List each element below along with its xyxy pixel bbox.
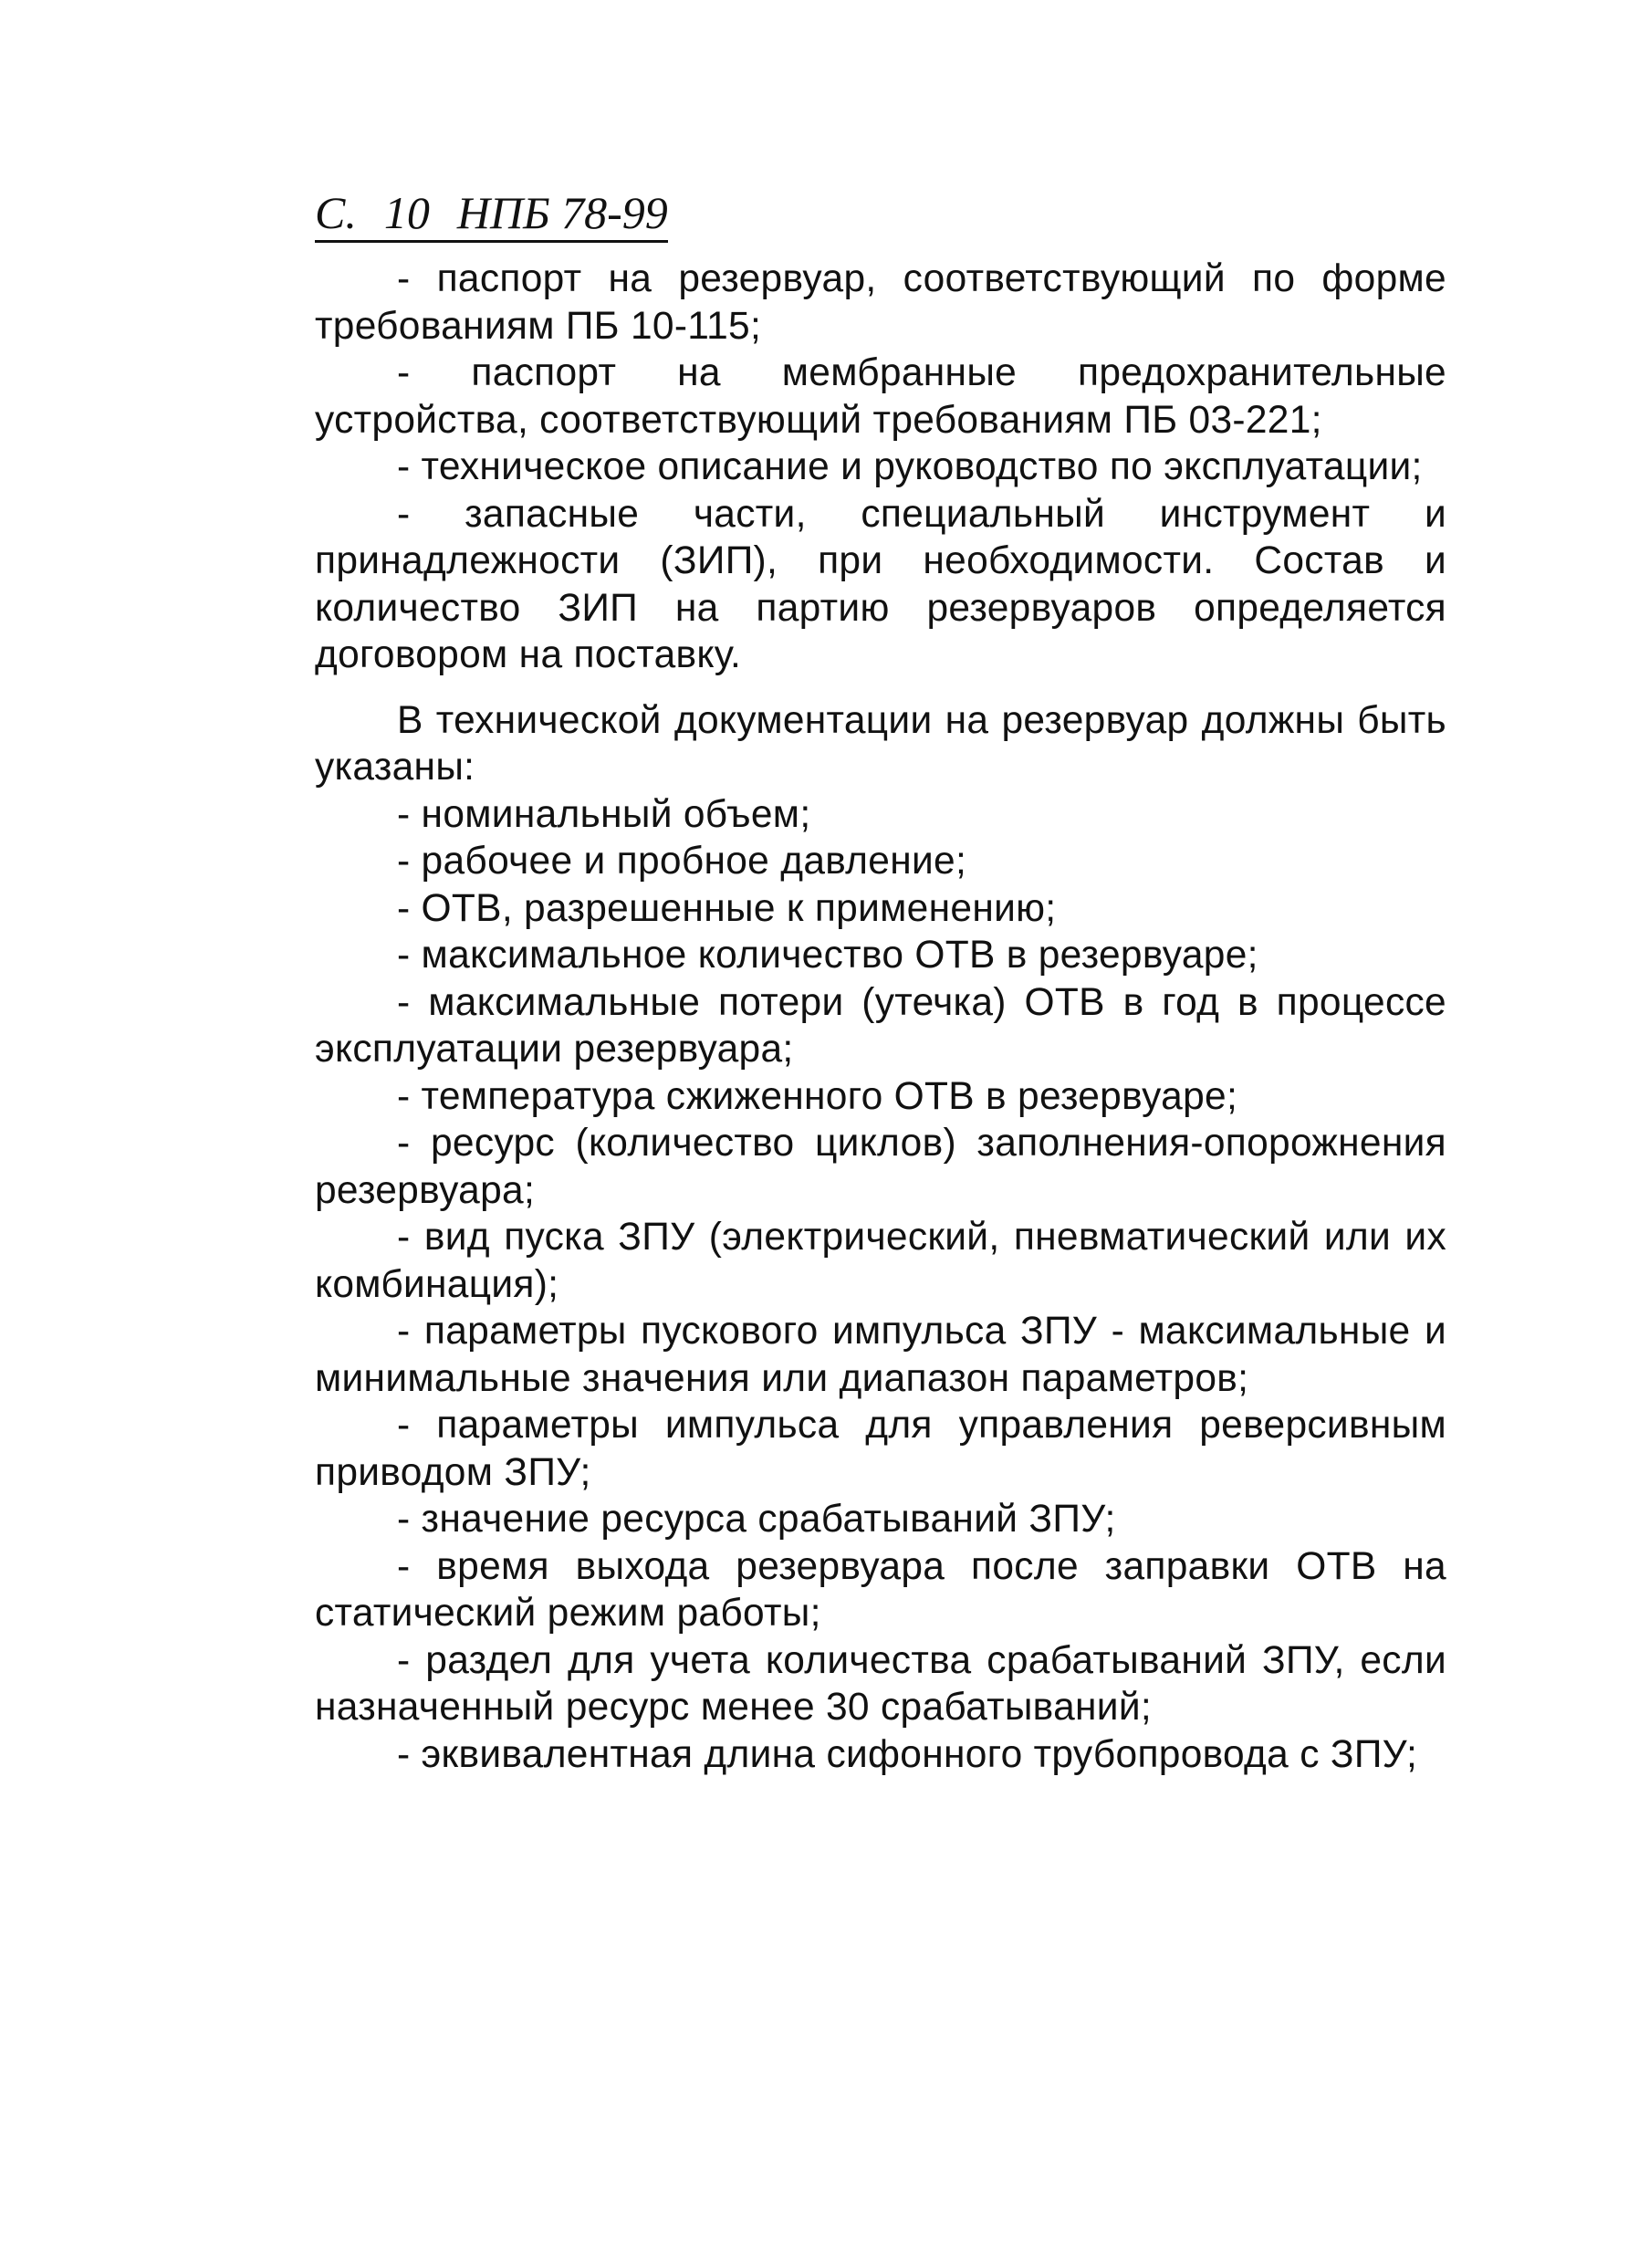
document-code: НПБ 78-99 xyxy=(456,187,668,238)
document-body xyxy=(315,256,1446,1778)
list-item: - паспорт на мембранные предохранительные устройства, соответствующий требованиям ПБ 03-221; xyxy=(315,351,1446,442)
list-item: - значение ресурса срабатываний ЗПУ; xyxy=(397,1498,1116,1541)
page-number: 10 xyxy=(383,187,430,238)
list-item: - максимальное количество ОТВ в резервуаре; xyxy=(397,934,1258,977)
list-item: - рабочее и пробное давление; xyxy=(397,840,967,883)
list-item: - раздел для учета количества срабатываний ЗПУ, если назначенный ресурс менее 30 срабатываний; xyxy=(315,1638,1446,1729)
list-item: - ОТВ, разрешенные к применению; xyxy=(397,886,1057,930)
list-item: - параметры импульса для управления реверсивным приводом ЗПУ; xyxy=(315,1404,1446,1494)
list-item: - техническое описание и руководство по эксплуатации; xyxy=(397,445,1423,488)
list-item: - параметры пускового импульса ЗПУ - максимальные и минимальные значения или диапазон параметров; xyxy=(315,1310,1446,1400)
list-item: - максимальные потери (утечка) ОТВ в год в процессе эксплуатации резервуара; xyxy=(315,980,1446,1071)
list-item: - температура сжиженного ОТВ в резервуаре; xyxy=(397,1074,1238,1118)
paragraph-intro: В технической документации на резервуар должны быть указаны: xyxy=(315,698,1446,789)
list-item: - эквивалентная длина сифонного трубопровода с ЗПУ; xyxy=(397,1732,1418,1776)
list-item: - вид пуска ЗПУ (электрический, пневматический или их комбинация); xyxy=(315,1216,1446,1306)
list-item: - ресурс (количество циклов) заполнения-опорожнения резервуара; xyxy=(315,1122,1446,1212)
list-item: - паспорт на резервуар, соответствующий по форме требованиям ПБ 10-115; xyxy=(315,257,1446,348)
list-item: - время выхода резервуара после заправки ОТВ на статический режим работы; xyxy=(315,1544,1446,1635)
page-prefix: С. xyxy=(315,187,357,238)
list-item: - номинальный объем; xyxy=(397,792,811,836)
list-item: - запасные части, специальный инструмент и принадлежности (ЗИП), при необходимости. Состав и количество ЗИП на партию резервуаров определяется договором на поставку. xyxy=(315,492,1446,676)
page-header xyxy=(315,187,668,243)
